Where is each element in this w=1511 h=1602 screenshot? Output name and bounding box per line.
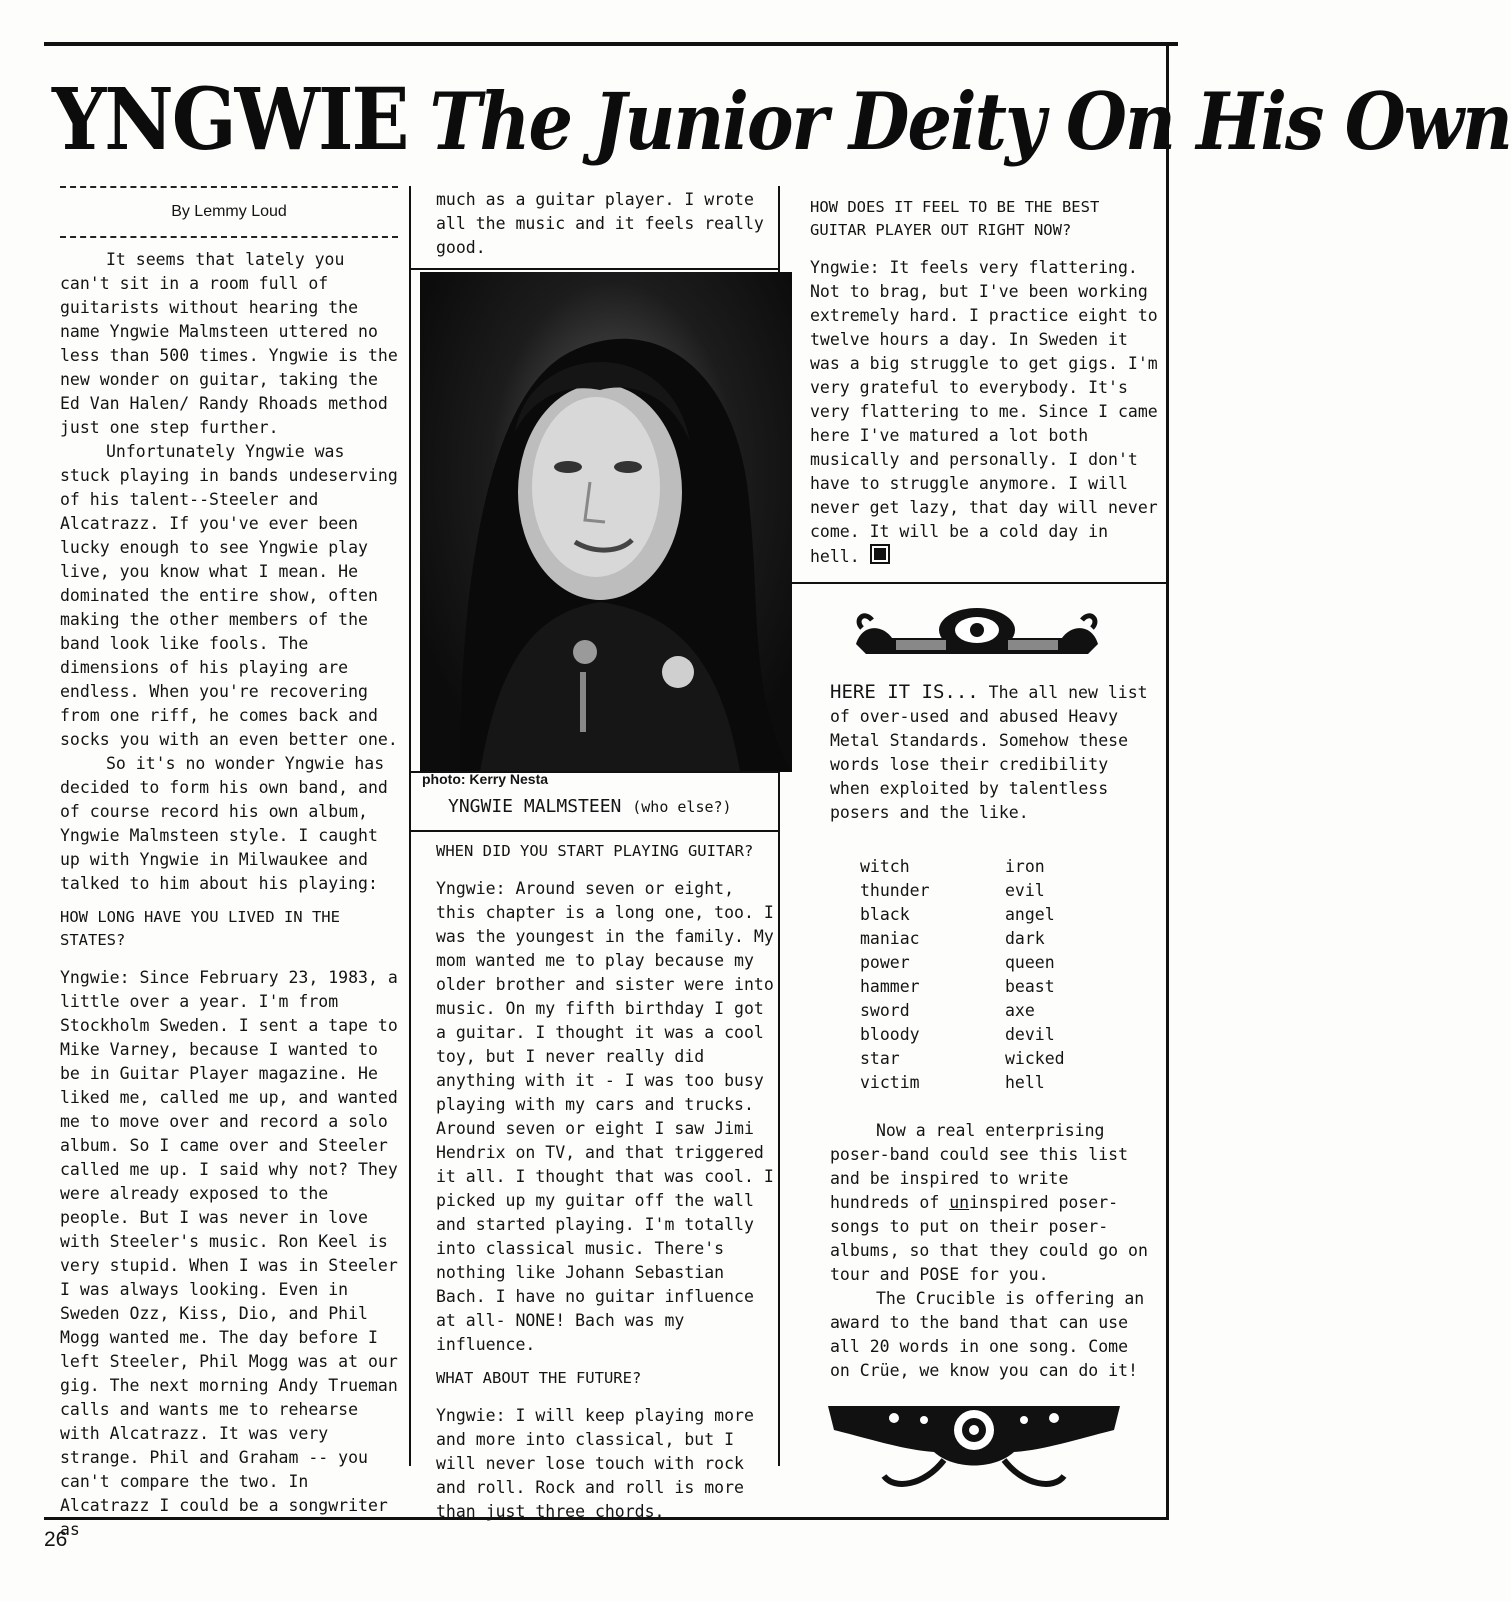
sidebar-paragraph-1 <box>830 1119 1150 1287</box>
word-item: black <box>860 905 910 924</box>
word-item: axe <box>1005 1001 1035 1020</box>
photo-yngwie <box>420 272 792 772</box>
photo-top-rule <box>409 268 780 270</box>
word-item: wicked <box>1005 1049 1065 1068</box>
portrait-illustration <box>420 272 792 772</box>
ornament-top-icon <box>852 604 1102 660</box>
word-list-right <box>1005 855 1150 1095</box>
headline-subtitle: The Junior Deity On His Own <box>429 74 1511 168</box>
word-list <box>860 855 1150 1095</box>
headline <box>52 69 1511 170</box>
word-item: maniac <box>860 929 920 948</box>
byline: By Lemmy Loud <box>171 203 287 220</box>
caption-name: YNGWIE MALMSTEEN <box>448 796 622 817</box>
word-item: devil <box>1005 1025 1055 1044</box>
sidebar-lead: HERE IT IS... <box>830 681 979 703</box>
question-lived-states: HOW LONG HAVE YOU LIVED IN THE STATES? <box>60 908 340 949</box>
answer-future: Yngwie: I will keep playing more and more into classical, but I will never lose touch with rock and roll. Rock and roll is more than just three chords. <box>436 1406 754 1521</box>
word-list-left <box>860 855 1005 1095</box>
column-2-top <box>436 188 776 260</box>
word-item: dark <box>1005 929 1045 948</box>
word-item: victim <box>860 1073 920 1092</box>
top-rule <box>44 42 1178 46</box>
sidebar-list <box>830 680 1150 1383</box>
column-2-left-rule <box>409 186 411 1466</box>
sidebar-paragraph-1-b: inspired poser-songs to put on their poser-albums, so that they could go on tour and POSE for you. <box>830 1193 1148 1284</box>
word-item: hell <box>1005 1073 1045 1092</box>
word-item: power <box>860 953 910 972</box>
photo-credit: photo: Kerry Nesta <box>422 771 549 787</box>
intro-paragraph-2: Unfortunately Yngwie was stuck playing in bands undeserving of his talent--Steeler and Alcatrazz. If you've ever been lucky enough to see Yngwie play live, you know what I mean. He dominated the entire show, often making the other members of the band look like fools. The dimensions of his playing are endless. When you're recovering from one riff, he comes back and socks you with an even better one. <box>60 442 398 749</box>
word-item: thunder <box>860 881 930 900</box>
end-mark-icon <box>870 544 890 564</box>
intro-paragraph-3: So it's no wonder Yngwie has decided to form his own band, and of course record his own album, Yngwie Malmsteen style. I caught up with Yngwie in Milwaukee and talked to him about his playing: <box>60 754 388 893</box>
question-best-player: HOW DOES IT FEEL TO BE THE BEST GUITAR PLAYER OUT RIGHT NOW? <box>810 198 1100 239</box>
word-item: beast <box>1005 977 1055 996</box>
photo-caption <box>448 796 732 817</box>
word-item: queen <box>1005 953 1055 972</box>
answer-lived-states: Yngwie: Since February 23, 1983, a little over a year. I'm from Stockholm Sweden. I sent a tape to Mike Varney, because I wanted to be in Guitar Player magazine. He liked me, called me up, and wanted me to move over and record a solo album. So I came over and Steeler called me up. I said why not? They were already exposed to the people. But I was never in love with Steeler's music. Ron Keel is very stupid. When I was in Steeler I was always looking. Even in Sweden Ozz, Kiss, Dio, and Phil Mogg wanted me. The day before I left Steeler, Phil Mogg was at our gig. The next morning Andy Trueman calls and wants me to rehearse with Alcatrazz. It was very strange. Phil and Graham -- you can't compare the two. In Alcatrazz I could be a songwriter as <box>60 968 398 1539</box>
word-item: evil <box>1005 881 1045 900</box>
intro-paragraph-1: It seems that lately you can't sit in a room full of guitarists without hearing the name Yngwie Malmsteen uttered no less than 500 times. Yngwie is the new wonder on guitar, taking the Ed Van Halen/ Randy Rhoads method just one step further. <box>60 250 398 437</box>
byline-separator-bottom <box>60 236 398 238</box>
word-item: iron <box>1005 857 1045 876</box>
answer-best-player-text: Yngwie: It feels very flattering. Not to brag, but I've been working extremely hard. I practice eight to twelve hours a day. In Sweden it was a big struggle to get gigs. I'm very grateful to everybody. It's very flattering to me. Since I came here I've matured a lot both musically and personally. I don't have to struggle anymore. I will never get lazy, that day will never come. It will be a cold day in hell. <box>810 258 1158 566</box>
word-item: sword <box>860 1001 910 1020</box>
sidebar-top-rule <box>779 582 1167 584</box>
word-item: star <box>860 1049 900 1068</box>
sidebar-paragraph-1-underline: un <box>949 1193 970 1212</box>
answer-start-guitar: Yngwie: Around seven or eight, this chapter is a long one, too. I was the youngest in the family. My mom wanted me to play because my older brother and sister were into music. On my fifth birthday I got a guitar. I thought it was a cool toy, but I never really did anything with it - I was too busy playing with my cars and trucks. Around seven or eight I saw Jimi Hendrix on TV, and that triggered it all. I thought that was cool. I picked up my guitar off the wall and started playing. I'm totally into classical music. There's nothing like Johann Sebastian Bach. I have no guitar influence at all- NONE! Bach was my influence. <box>436 879 774 1354</box>
caption-bottom-rule <box>409 830 780 832</box>
sidebar-intro <box>830 680 1150 825</box>
word-item: hammer <box>860 977 920 996</box>
question-start-guitar: WHEN DID YOU START PLAYING GUITAR? <box>436 842 754 860</box>
word-item: bloody <box>860 1025 920 1044</box>
column-3 <box>810 196 1160 569</box>
column-1 <box>60 186 398 1542</box>
sidebar-paragraph-2: The Crucible is offering an award to the band that can use all 20 words in one song. Come on Crüe, we know you can do it! <box>830 1289 1145 1380</box>
answer-continued: much as a guitar player. I wrote all the music and it feels really good. <box>436 190 764 257</box>
sidebar-intro-text: The all new list of over-used and abused Heavy Metal Standards. Somehow these words lose their credibility when exploited by talentless posers and the like. <box>830 683 1148 822</box>
answer-best-player <box>810 256 1160 569</box>
column-2-interview <box>436 840 776 1524</box>
word-item: witch <box>860 857 910 876</box>
word-item: angel <box>1005 905 1055 924</box>
right-rule <box>1166 42 1169 1520</box>
question-future: WHAT ABOUT THE FUTURE? <box>436 1369 642 1387</box>
caption-note: (who else?) <box>632 798 732 816</box>
ornament-bottom-icon <box>824 1400 1124 1492</box>
headline-name: YNGWIE <box>52 69 408 170</box>
page-number: 26 <box>44 1528 68 1551</box>
sidebar-paragraph-1-a: Now a real enterprising poser-band could see this list and be inspired to write hundreds of <box>830 1121 1129 1212</box>
